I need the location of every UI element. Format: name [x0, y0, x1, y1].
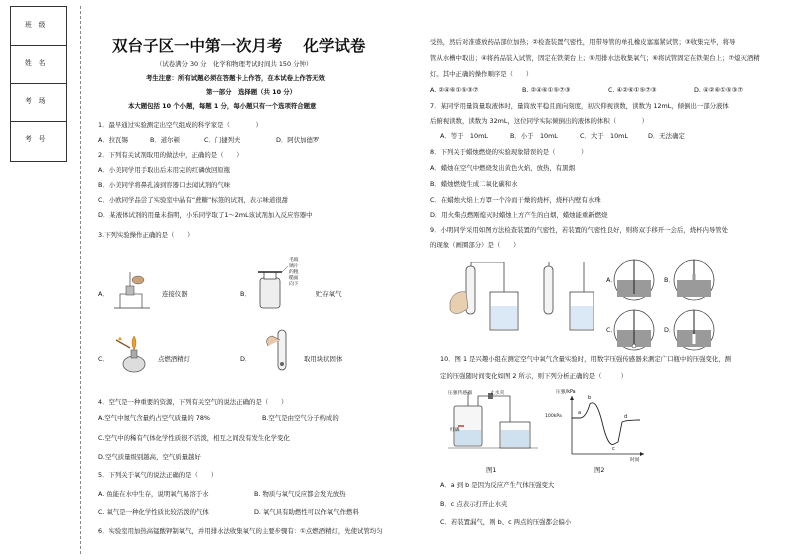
- q3-fig-b-note-5: 向下: [289, 282, 299, 287]
- q2-option-d: D．某液体试剂的用量未指明，小乐同学取了1～2mL该试剂加入反应容器中: [98, 211, 313, 219]
- q6-line-2: 管从水槽中取出；④将药品装入试管，固定在铁架台上；⑤用排水法收集氧气；⑥将试管固定在铁架台上；⑦熄灭酒精: [430, 54, 760, 62]
- q3-fig-d-test-tube: [260, 326, 300, 374]
- q8-option-d: D．用火柴点燃刚熄灭时蜡烛上方产生的白烟，蜡烛能重新燃烧: [430, 211, 608, 219]
- q4-option-a: A.空气中氮气含量约占空气质量的 78%: [98, 414, 210, 422]
- q2-option-b: B．小美同学将鼻孔凑到容器口去闻试剂的气味: [98, 181, 231, 189]
- q8-option-a: A．蜡烛在空气中燃烧发出黄色火焰，放热，有黑烟: [430, 164, 575, 172]
- q10-stem: 10．图 1 是兴趣小组在测定空气中氧气含量实验时，用数字压强传感器来测定广口瓶中的压强变化，测: [440, 355, 732, 363]
- q1-stem: 1．最早通过实验测定出空气组成的科学家是（ ）: [98, 121, 262, 129]
- q1-option-a: A．拉瓦锡: [98, 136, 128, 144]
- q5-option-a: A. 鱼能在水中生存，说明氧气易溶于水: [98, 490, 209, 498]
- q3-fig-b-annotation: [289, 258, 299, 288]
- q2-stem: 2．下列有关试剂取用的做法中，正确的是（ ）: [98, 151, 243, 159]
- q9-option-a-figure: [612, 258, 656, 302]
- q3-option-d-label: D．: [240, 355, 252, 363]
- q1-option-d: D．阿伏加德罗: [276, 136, 320, 144]
- q6-stem-start: 6．实验室用加热高锰酸钾制氧气，并用排水法收集氧气的主要步骤有：①点燃酒精灯，先使试管均匀: [98, 527, 383, 535]
- q6-line-3: 灯。其中正确的操作顺序是（ ）: [430, 70, 533, 78]
- q9-option-d-figure: [672, 308, 716, 352]
- q10-fig2-y-label: 压强/kPa: [556, 390, 576, 395]
- sidebar-label-number: 考 号: [25, 135, 46, 143]
- q10-option-a: A．a 到 b 是因为反应产生气体压强变大: [440, 481, 555, 489]
- q10-stem-2: 定的压强随时间变化如图 2 所示，则下列分析正确的是（ ）: [440, 372, 628, 380]
- q6-option-d: D. ④②⑥①⑤③⑦: [694, 86, 744, 94]
- q9-option-d: D．: [664, 326, 676, 334]
- q3-fig-b-note-1: 毛玻: [289, 258, 299, 263]
- q10-fig1-label-clamp: 止水夹: [490, 391, 505, 396]
- q9-option-c: C．: [606, 326, 617, 334]
- q7-option-d: D．无法确定: [648, 132, 685, 140]
- q5-stem: 5．下列关于氧气的说法正确的是（ ）: [98, 471, 218, 479]
- q8-option-c: C．在蜡烛火焰上方罩一个冷而干燥的烧杯，烧杯内壁有水珠: [430, 196, 601, 204]
- q10-fig1-label-phosphorus: 红磷: [450, 428, 460, 433]
- q10-option-b: B．c 点表示打开止水夹: [440, 500, 508, 508]
- exam-notice: 考生注意：所有试题必须在答题卡上作答，在本试卷上作答无效: [146, 74, 325, 82]
- q9-stem: 9．小明同学采用如图方法检查装置的气密性，若装置的气密性良好，则将双手移开一会后，烧杯内导管处: [430, 226, 729, 234]
- q10-fig2-x-label: 时间: [630, 458, 640, 463]
- q3-option-c-label: C．: [98, 355, 109, 363]
- q10-fig2-point-c: c: [612, 446, 615, 452]
- q4-option-d: D.空气质量级别越高，空气质量越好: [98, 453, 201, 461]
- q4-option-c: C.空气中的稀有气体化学性质很不活泼，相互之间没有发生化学变化: [98, 434, 290, 442]
- q7-option-c: C．大于 10mL: [580, 132, 628, 140]
- q7-line-1: 7．某同学用量筒量取液体时，量筒放平稳且面向刻度，初次仰视读数，读数为 12mL，倾倒出一部分液体: [430, 102, 729, 110]
- q3-fig-b-gas-bottle: [252, 264, 288, 310]
- q1-option-c: C．门捷列夫: [204, 136, 241, 144]
- q9-option-c-figure: [612, 308, 656, 352]
- q9-option-b: B．: [664, 276, 675, 284]
- q4-stem: 4．空气是一种重要的资源，下列有关空气的说法正确的是（ ）: [98, 398, 288, 406]
- q10-figure-2-pressure-curve: [556, 392, 646, 462]
- q3-option-d-text: 取用块状固体: [304, 355, 343, 363]
- q4-option-b: B.空气是由空气分子构成的: [262, 414, 339, 422]
- q9-stem-2: 的现象（画圈部分）是（ ）: [430, 241, 520, 249]
- part-heading: 第一部分 选择题（共 10 分）: [206, 88, 297, 96]
- q10-fig1-label-sensor: 压强传感器: [448, 391, 472, 396]
- sidebar-table: [10, 6, 67, 162]
- q6-option-c: C. ④②⑥①⑤⑦③: [608, 86, 657, 94]
- q9-option-b-figure: [672, 258, 716, 302]
- q10-fig1-caption: 图1: [486, 466, 497, 474]
- q6-option-a: A. ②④⑥①⑤③⑦: [430, 86, 479, 94]
- binding-line: [80, 6, 81, 554]
- q3-option-a-label: A．: [98, 290, 109, 298]
- q10-fig2-tick: 100kPa: [545, 414, 562, 419]
- instruction: 本大题包括 10 个小题，每题 1 分，每小题只有一个选项符合题意: [128, 102, 317, 110]
- sidebar-label-name: 姓 名: [25, 59, 46, 67]
- q8-stem: 8．下列关于蜡烛燃烧的实验现象错误的是（ ）: [430, 148, 588, 156]
- q10-fig2-point-d: d: [624, 414, 628, 420]
- q3-fig-c-lamp: [112, 332, 152, 374]
- q7-line-2: 后俯视读数，读数为 32mL，这位同学实际倾倒出的液体的体积（ ）: [430, 117, 649, 125]
- sidebar-label-room: 考 场: [25, 97, 46, 105]
- q3-stem: 3.下列实验操作正确的是（ ）: [98, 231, 194, 239]
- q10-option-c: C．若装置漏气，则 b、c 两点的压强都会偏小: [440, 518, 572, 526]
- sidebar-label-class: 班 级: [25, 21, 46, 29]
- page-title: 双台子区一中第一次月考 化学试卷: [112, 36, 366, 55]
- q5-option-d: D. 氧气具有助燃性可以作氧气作燃料: [254, 508, 359, 516]
- q10-fig2-point-b: b: [588, 395, 592, 401]
- q2-option-c: C．小欧同学品尝了实验室中晶有“蔗糖”标签的试剂，表示味道很甜: [98, 196, 289, 204]
- q6-line-1: 受热，然后对准盛放药品部位加热；②检查装置气密性，用带导管的单孔橡皮塞塞紧试管；③收集完毕，将导: [430, 38, 736, 46]
- q6-option-b: B. ②④⑥①⑤⑦③: [522, 86, 571, 94]
- q9-option-a: A．: [606, 276, 617, 284]
- q2-option-a: A．小美同学用手取出后未用完的红磷放回原瓶: [98, 166, 231, 174]
- q3-fig-b-note-3: 的粗: [289, 270, 299, 275]
- q10-figure-1-apparatus: [448, 386, 540, 460]
- q7-option-b: B．小于 10mL: [510, 132, 558, 140]
- q10-fig2-point-a: a: [578, 410, 582, 416]
- q9-apparatus-figure: [444, 262, 594, 334]
- q10-fig2-caption: 图2: [594, 466, 605, 474]
- q3-option-a-text: 连接仪器: [162, 290, 188, 298]
- q3-option-b-text: 贮存氧气: [316, 290, 342, 298]
- exam-info: （试卷满分 30 分 化学和物理考试时间共 150 分钟）: [156, 60, 313, 68]
- q5-option-c: C. 氧气是一种化学性质比较活泼的气体: [98, 508, 209, 516]
- q1-option-b: B．道尔顿: [150, 136, 180, 144]
- q3-fig-b-note-4: 糙面: [289, 276, 299, 281]
- q3-option-b-label: B．: [240, 290, 251, 298]
- q8-option-b: B．蜡烛燃烧生成二氧化碳和水: [430, 180, 518, 188]
- q5-option-b: B. 物质与氧气反应都会发光放热: [254, 490, 346, 498]
- q3-option-c-text: 点燃酒精灯: [158, 355, 190, 363]
- q3-fig-b-note-2: 璃片: [289, 264, 299, 269]
- q3-fig-a-connect-apparatus: [112, 268, 156, 310]
- q7-option-a: A．等于 10mL: [440, 132, 488, 140]
